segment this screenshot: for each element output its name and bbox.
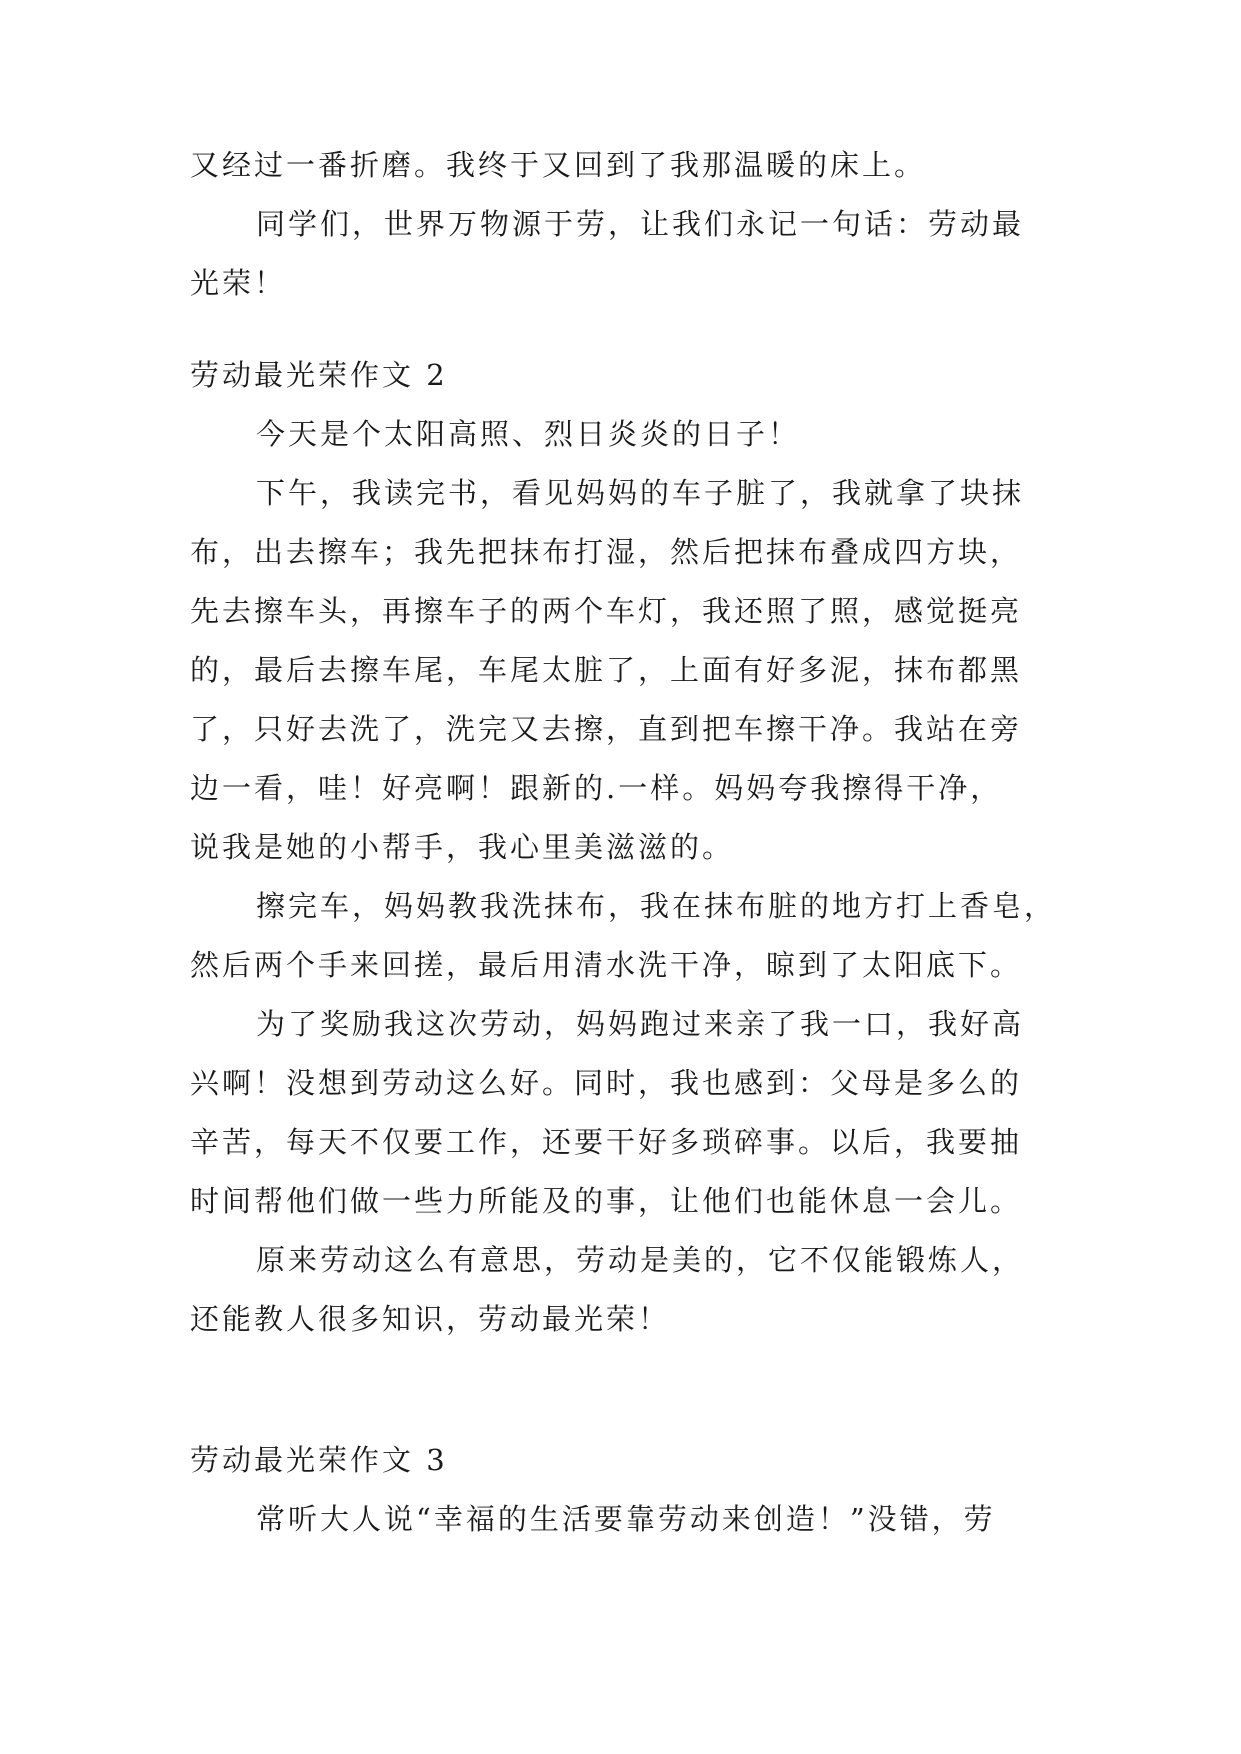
section-3-title: 劳动最光荣作文 3: [190, 1443, 448, 1477]
section-2-body: [190, 405, 1060, 1349]
text-line: 原来劳动这么有意思，劳动是美的，它不仅能锻炼人，: [256, 1243, 1025, 1277]
section-3-body: [190, 1490, 1060, 1549]
text-line: 今天是个太阳高照、烈日炎炎的日子！: [256, 417, 801, 451]
text-line: 兴啊！没想到劳动这么好。同时，我也感到：父母是多么的: [190, 1066, 1023, 1100]
text-line: 先去擦车头，再擦车子的两个车灯，我还照了照，感觉挺亮: [190, 594, 1023, 628]
text-line: 说我是她的小帮手，我心里美滋滋的。: [190, 830, 735, 864]
text-line: 了，只好去洗了，洗完又去擦，直到把车擦干净。我站在旁: [190, 712, 1023, 746]
text-line: 然后两个手来回搓，最后用清水洗干净，晾到了太阳底下。: [190, 948, 1023, 982]
text-line: 边一看，哇！好亮啊！跟新的.一样。妈妈夸我擦得干净，: [190, 771, 1003, 805]
text-line: 下午，我读完书，看见妈妈的车子脏了，我就拿了块抹: [256, 476, 1025, 510]
section-2-title: 劳动最光荣作文 2: [190, 358, 448, 392]
text-line: 光荣！: [190, 266, 287, 300]
text-line: 又经过一番折磨。我终于又回到了我那温暖的床上。: [190, 148, 927, 182]
text-line: 时间帮他们做一些力所能及的事，让他们也能休息一会儿。: [190, 1184, 1023, 1218]
text-line: 同学们，世界万物源于劳，让我们永记一句话：劳动最: [256, 207, 1025, 241]
intro-paragraphs: [190, 136, 1060, 313]
text-line: 的，最后去擦车尾，车尾太脏了，上面有好多泥，抹布都黑: [190, 653, 1023, 687]
text-line: 还能教人很多知识，劳动最光荣！: [190, 1302, 671, 1336]
text-line: 辛苦，每天不仅要工作，还要干好多琐碎事。以后，我要抽: [190, 1125, 1023, 1159]
text-line: 常听大人说“幸福的生活要靠劳动来创造！”没错，劳: [256, 1502, 996, 1536]
text-line: 擦完车，妈妈教我洗抹布，我在抹布脏的地方打上香皂，: [256, 889, 1057, 923]
text-line: 为了奖励我这次劳动，妈妈跑过来亲了我一口，我好高: [256, 1007, 1025, 1041]
text-line: 布，出去擦车；我先把抹布打湿，然后把抹布叠成四方块，: [190, 535, 1023, 569]
